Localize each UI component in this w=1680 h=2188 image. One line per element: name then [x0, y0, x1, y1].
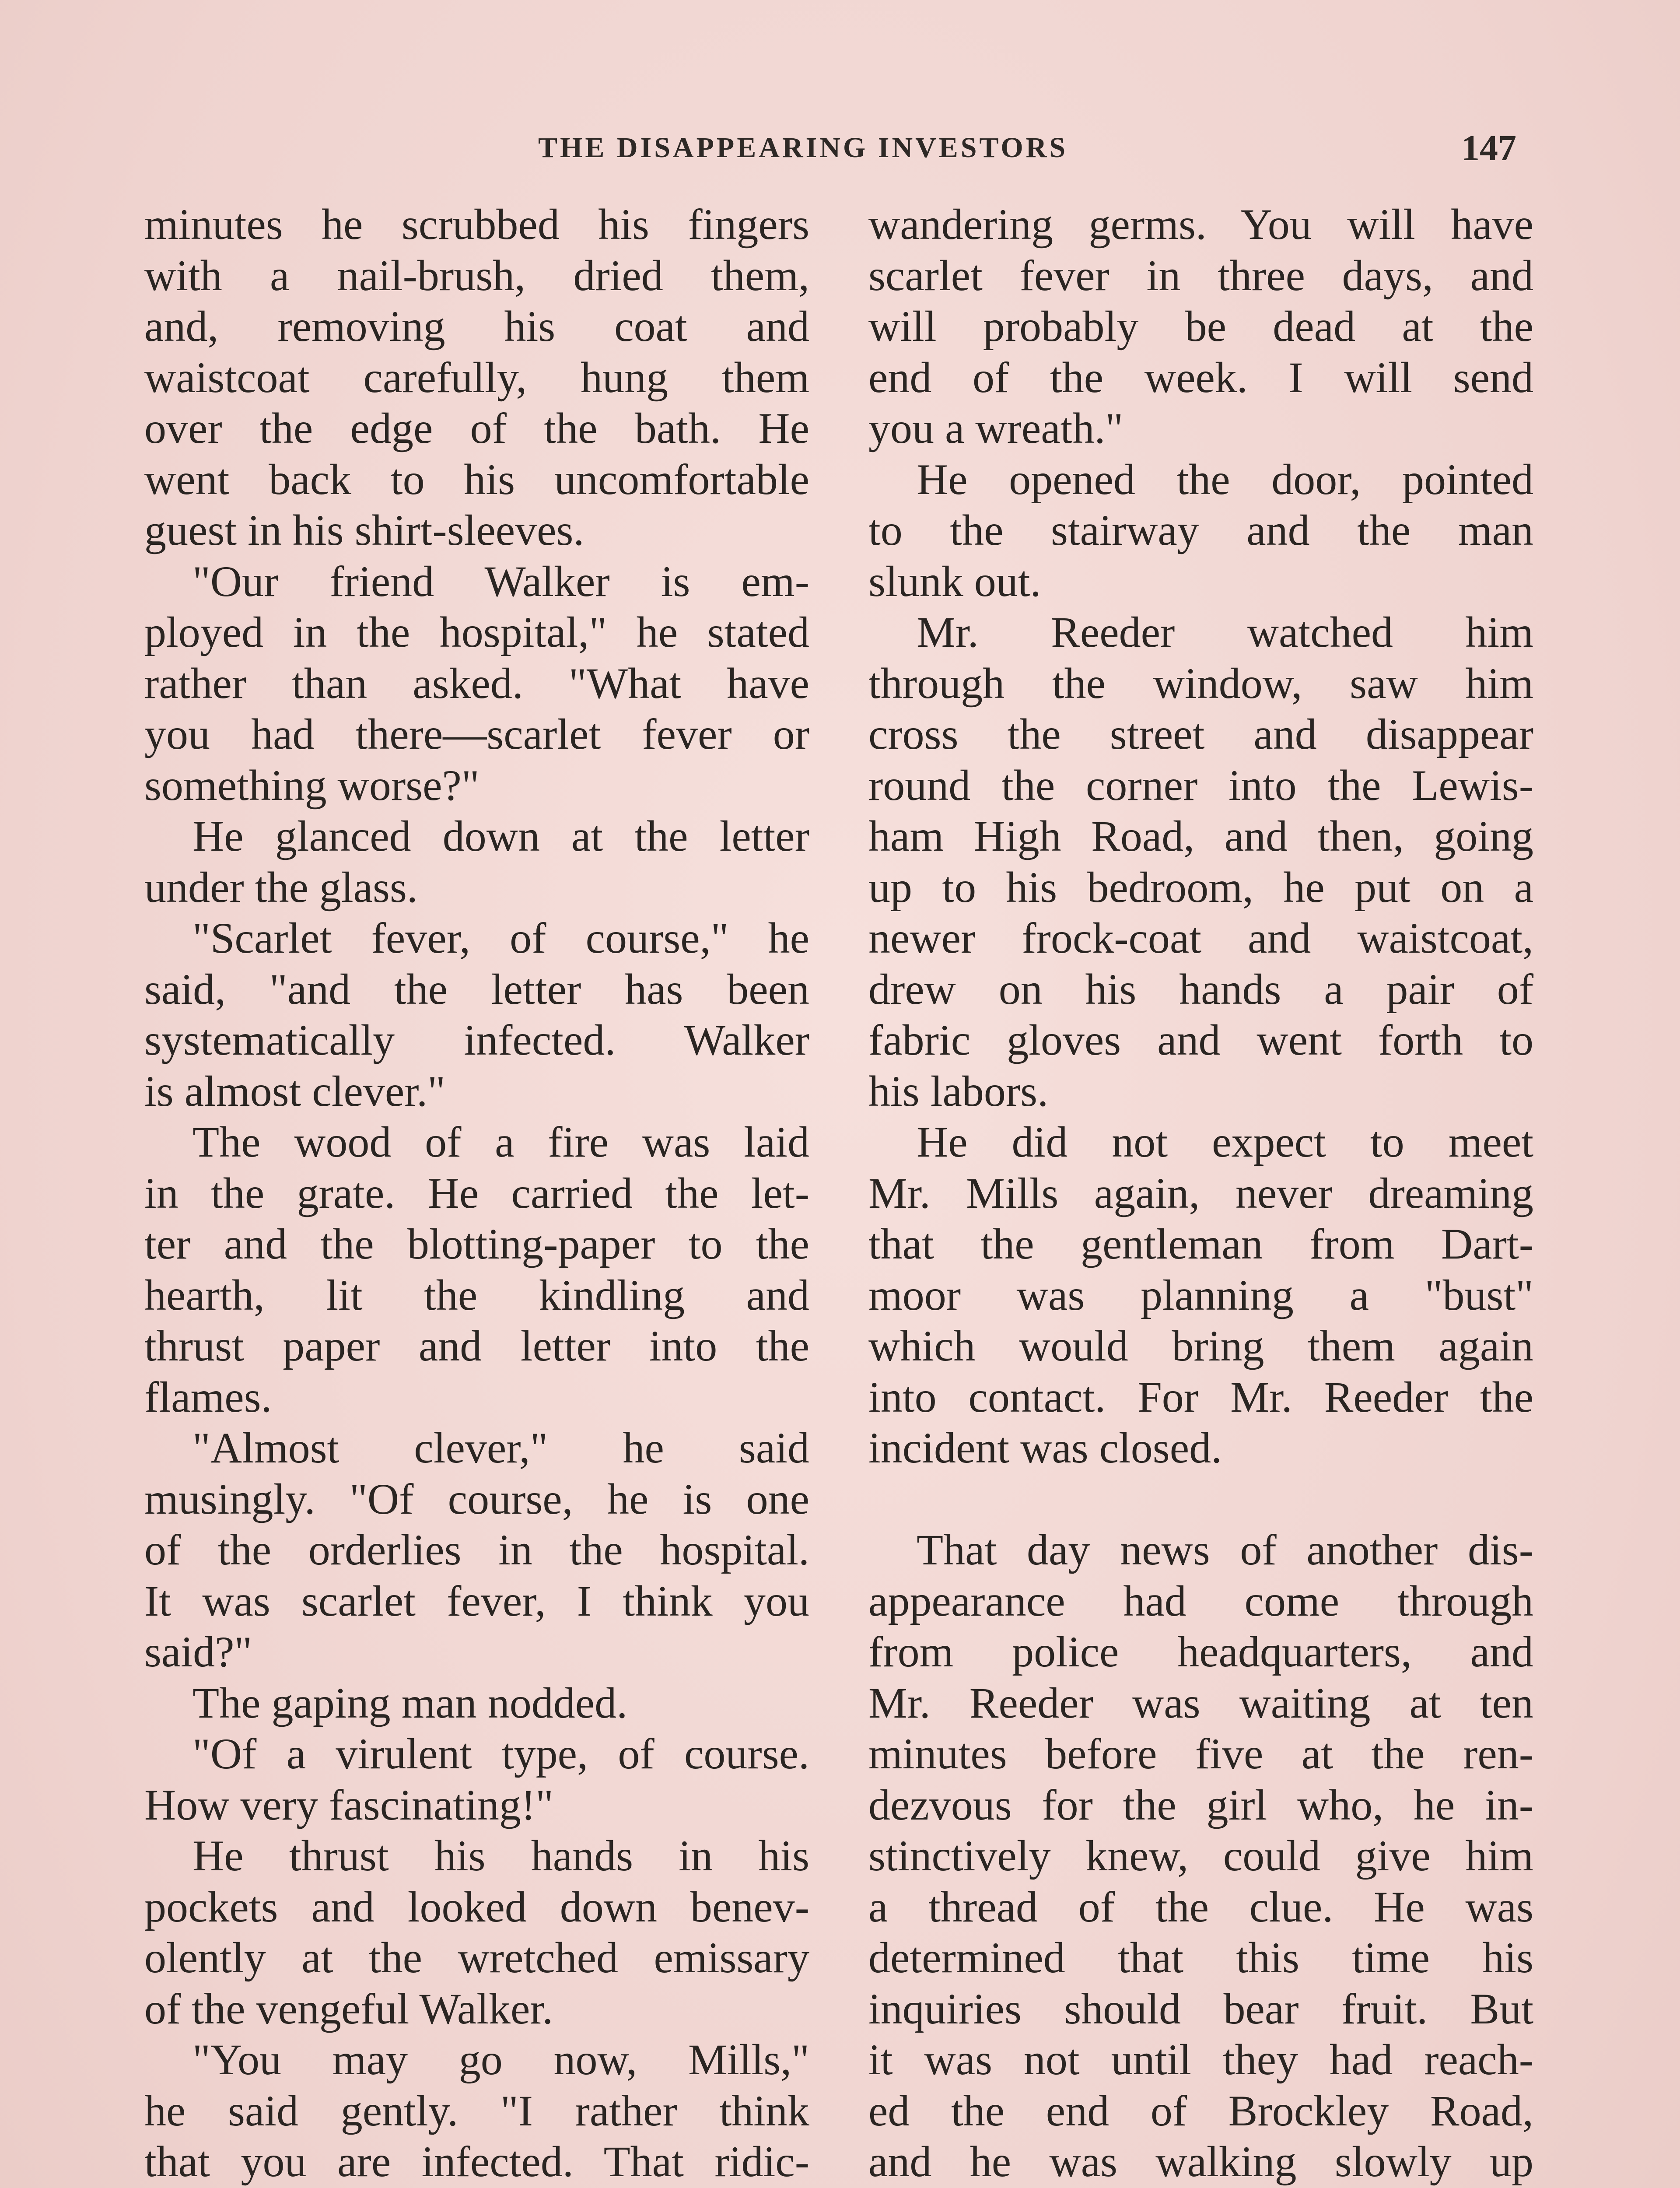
- text-line: waistcoat carefully, hung them: [144, 353, 809, 402]
- text-line: moor was planning a "bust": [868, 1270, 1533, 1319]
- text-line: minutes before five at the ren-: [868, 1729, 1533, 1778]
- text-line: his labors.: [868, 1066, 1049, 1115]
- text-line: said, "and the letter has been: [144, 964, 809, 1013]
- text-line: with a nail-brush, dried them,: [144, 251, 809, 300]
- text-line: stinctively knew, could give him: [868, 1831, 1533, 1880]
- text-line: dezvous for the girl who, he in-: [868, 1780, 1533, 1829]
- text-line: is almost clever.": [144, 1066, 445, 1115]
- text-line: systematically infected. Walker: [144, 1016, 809, 1064]
- left-text-column: [144, 199, 809, 2188]
- text-line: to the stairway and the man: [868, 506, 1533, 554]
- text-line: newer frock-coat and waistcoat,: [868, 914, 1533, 962]
- text-line: He opened the door, pointed: [917, 455, 1533, 504]
- text-line: ter and the blotting-paper to the: [144, 1220, 809, 1268]
- text-line: How very fascinating!": [144, 1780, 553, 1829]
- text-line: ham High Road, and then, going: [868, 812, 1533, 860]
- running-head: THE DISAPPEARING INVESTORS: [538, 132, 1068, 164]
- text-line: incident was closed.: [868, 1424, 1222, 1472]
- text-line: said?": [144, 1627, 252, 1676]
- text-line: "Our friend Walker is em-: [192, 557, 809, 606]
- text-line: and, removing his coat and: [144, 302, 809, 351]
- text-line: musingly. "Of course, he is one: [144, 1474, 809, 1523]
- text-line: He did not expect to meet: [917, 1118, 1533, 1166]
- text-line: of the vengeful Walker.: [144, 1984, 553, 2033]
- text-line: appearance had come through: [868, 1576, 1533, 1625]
- text-line: a thread of the clue. He was: [868, 1882, 1533, 1931]
- section-break: [868, 1474, 1533, 1525]
- text-line: drew on his hands a pair of: [868, 964, 1533, 1013]
- text-line: from police headquarters, and: [868, 1627, 1533, 1676]
- text-line: That day news of another dis-: [917, 1525, 1533, 1574]
- text-line: will probably be dead at the: [868, 302, 1533, 351]
- text-line: which would bring them again: [868, 1322, 1533, 1370]
- text-line: olently at the wretched emissary: [144, 1933, 809, 1982]
- text-line: guest in his shirt-sleeves.: [144, 506, 584, 554]
- page-number: 147: [1461, 128, 1516, 168]
- text-line: he said gently. "I rather think: [144, 2086, 809, 2135]
- text-line: through the window, saw him: [868, 659, 1533, 708]
- text-line: of the orderlies in the hospital.: [144, 1525, 809, 1574]
- text-line: The wood of a fire was laid: [192, 1118, 809, 1166]
- text-line: that you are infected. That ridic-: [144, 2137, 809, 2186]
- text-line: wandering germs. You will have: [868, 200, 1533, 249]
- text-line: scarlet fever in three days, and: [868, 251, 1533, 300]
- text-line: He glanced down at the letter: [192, 812, 809, 860]
- text-line: hearth, lit the kindling and: [144, 1270, 809, 1319]
- text-line: round the corner into the Lewis-: [868, 761, 1533, 810]
- text-line: He thrust his hands in his: [192, 1831, 809, 1880]
- text-line: up to his bedroom, he put on a: [868, 863, 1533, 912]
- text-line: fabric gloves and went forth to: [868, 1016, 1533, 1064]
- text-line: cross the street and disappear: [868, 710, 1533, 758]
- text-line: in the grate. He carried the let-: [144, 1168, 809, 1217]
- text-line: something worse?": [144, 761, 480, 810]
- text-line: Mr. Reeder watched him: [917, 608, 1533, 656]
- text-line: into contact. For Mr. Reeder the: [868, 1372, 1533, 1421]
- text-line: that the gentleman from Dart-: [868, 1220, 1533, 1268]
- text-line: "Scarlet fever, of course," he: [192, 914, 809, 962]
- text-line: "Almost clever," he said: [192, 1424, 809, 1472]
- text-line: ed the end of Brockley Road,: [868, 2086, 1533, 2135]
- text-line: you had there—scarlet fever or: [144, 710, 809, 758]
- text-line: end of the week. I will send: [868, 353, 1533, 402]
- text-line: slunk out.: [868, 557, 1041, 606]
- text-line: rather than asked. "What have: [144, 659, 809, 708]
- text-line: "You may go now, Mills,": [192, 2035, 809, 2084]
- text-line: thrust paper and letter into the: [144, 1322, 809, 1370]
- text-line: "Of a virulent type, of course.: [192, 1729, 809, 1778]
- text-line: over the edge of the bath. He: [144, 404, 809, 452]
- text-line: flames.: [144, 1372, 272, 1421]
- text-line: The gaping man nodded.: [192, 1678, 628, 1727]
- text-line: pockets and looked down benev-: [144, 1882, 809, 1931]
- text-line: ployed in the hospital," he stated: [144, 608, 809, 656]
- text-line: determined that this time his: [868, 1933, 1533, 1982]
- text-line: minutes he scrubbed his fingers: [144, 200, 809, 249]
- text-line: it was not until they had reach-: [868, 2035, 1533, 2084]
- text-line: Mr. Mills again, never dreaming: [868, 1168, 1533, 1217]
- text-line: It was scarlet fever, I think you: [144, 1576, 809, 1625]
- text-line: went back to his uncomfortable: [144, 455, 809, 504]
- text-line: and he was walking slowly up: [868, 2137, 1533, 2186]
- text-line: inquiries should bear fruit. But: [868, 1984, 1533, 2033]
- right-text-column: [868, 199, 1533, 2188]
- text-line: you a wreath.": [868, 404, 1124, 452]
- text-line: under the glass.: [144, 863, 418, 912]
- text-line: Mr. Reeder was waiting at ten: [868, 1678, 1533, 1727]
